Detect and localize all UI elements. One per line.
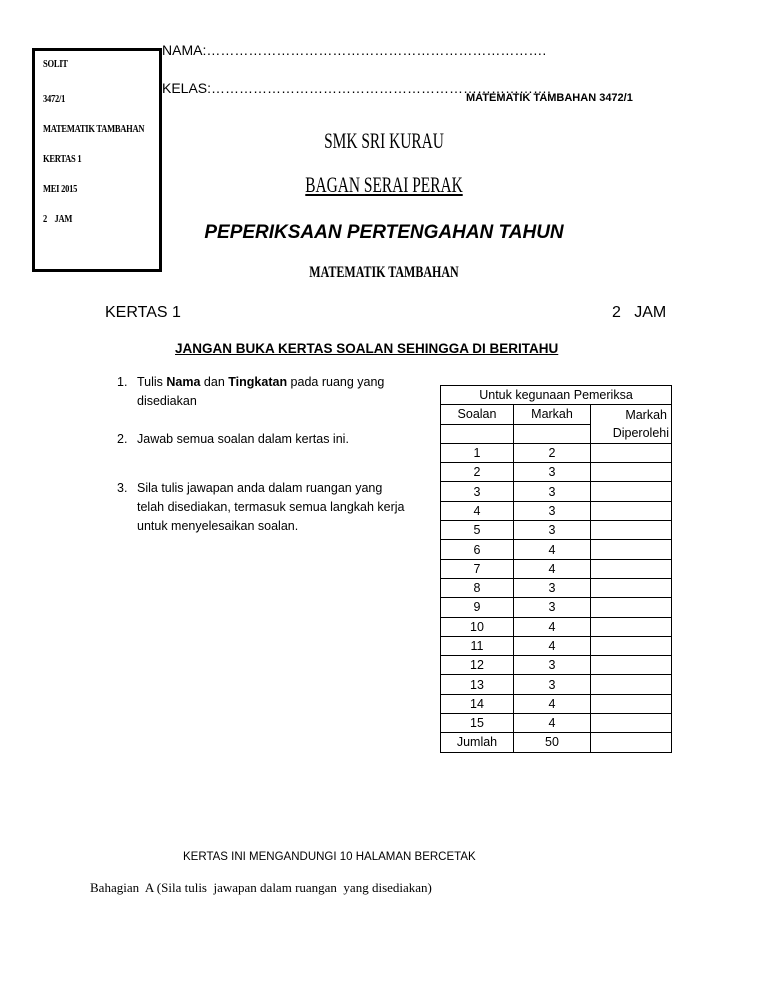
- subject-title: MATEMATIK TAMBAHAN: [309, 264, 459, 281]
- marks-obtained-cell[interactable]: [591, 733, 672, 752]
- duration: 2 JAM: [612, 304, 667, 321]
- table-row: [441, 656, 672, 675]
- question-number: 12: [441, 656, 514, 675]
- subject-code: MATEMATIK TAMBAHAN 3472/1: [466, 92, 633, 104]
- max-marks: 4: [514, 694, 591, 713]
- box-line: 2 JAM: [43, 214, 73, 225]
- t: disediakan: [137, 394, 197, 408]
- marks-obtained-cell[interactable]: [591, 540, 672, 559]
- question-number: 10: [441, 617, 514, 636]
- question-number: Jumlah: [441, 733, 514, 752]
- t: Tulis: [137, 375, 167, 389]
- table-title: Untuk kegunaan Pemeriksa: [441, 386, 672, 405]
- question-number: 3: [441, 482, 514, 501]
- max-marks: 4: [514, 714, 591, 733]
- table-row: [441, 443, 672, 462]
- t: untuk menyelesaikan soalan.: [137, 519, 299, 533]
- warning-text: JANGAN BUKA KERTAS SOALAN SEHINGGA DI BERITAHU: [175, 341, 559, 356]
- table-row: [441, 482, 672, 501]
- max-marks: 3: [514, 521, 591, 540]
- table-row: [441, 733, 672, 752]
- header-markah: Markah: [514, 405, 591, 424]
- marks-obtained-cell[interactable]: [591, 463, 672, 482]
- table-row: [441, 559, 672, 578]
- header-markah-diperolehi: Markah: [591, 405, 672, 424]
- question-number: 4: [441, 501, 514, 520]
- table-row: [441, 540, 672, 559]
- marks-obtained-cell[interactable]: [591, 578, 672, 597]
- t: Jawab semua soalan dalam kertas ini.: [137, 432, 349, 446]
- max-marks: 3: [514, 482, 591, 501]
- marks-obtained-cell[interactable]: [591, 482, 672, 501]
- num: 1.: [117, 375, 128, 389]
- section-heading: Bahagian A (Sila tulis jawapan dalam ruangan yang disediakan): [90, 880, 432, 895]
- max-marks: 3: [514, 501, 591, 520]
- question-number: 2: [441, 463, 514, 482]
- t: dan: [200, 375, 229, 389]
- question-number: 7: [441, 559, 514, 578]
- max-marks: 3: [514, 656, 591, 675]
- t: Sila tulis jawapan anda dalam ruangan yang: [137, 481, 383, 495]
- question-number: 5: [441, 521, 514, 540]
- instruction-3: [117, 479, 405, 533]
- header-soalan: Soalan: [441, 405, 514, 424]
- marks-obtained-cell[interactable]: [591, 501, 672, 520]
- marks-obtained-cell[interactable]: [591, 443, 672, 462]
- marks-table: [440, 385, 672, 753]
- t: Tingkatan: [228, 375, 288, 389]
- max-marks: 3: [514, 598, 591, 617]
- marks-obtained-cell[interactable]: [591, 559, 672, 578]
- table-row: [441, 463, 672, 482]
- num: 2.: [117, 432, 128, 446]
- table-row: [441, 598, 672, 617]
- question-number: 8: [441, 578, 514, 597]
- question-number: 1: [441, 443, 514, 462]
- max-marks: 4: [514, 636, 591, 655]
- school-name: SMK SRI KURAU: [324, 128, 444, 153]
- table-row: [441, 501, 672, 520]
- max-marks: 3: [514, 578, 591, 597]
- max-marks: 2: [514, 443, 591, 462]
- max-marks: 3: [514, 463, 591, 482]
- marks-obtained-cell[interactable]: [591, 598, 672, 617]
- box-line: KERTAS 1: [43, 154, 82, 165]
- marks-obtained-cell[interactable]: [591, 617, 672, 636]
- t: Nama: [166, 375, 201, 389]
- marks-obtained-cell[interactable]: [591, 714, 672, 733]
- question-number: 9: [441, 598, 514, 617]
- pages-note: KERTAS INI MENGANDUNGI 10 HALAMAN BERCETAK: [183, 851, 476, 863]
- instruction-1: [117, 373, 385, 408]
- box-line: SOLIT: [43, 59, 68, 70]
- question-number: 11: [441, 636, 514, 655]
- marks-obtained-cell[interactable]: [591, 694, 672, 713]
- table-row: [441, 617, 672, 636]
- table-row: [441, 675, 672, 694]
- question-number: 15: [441, 714, 514, 733]
- name-field[interactable]: NAMA:……………………………………………………………….: [162, 42, 547, 58]
- exam-title: PEPERIKSAAN PERTENGAHAN TAHUN: [204, 222, 564, 243]
- table-row: [441, 578, 672, 597]
- max-marks: 4: [514, 617, 591, 636]
- max-marks: 3: [514, 675, 591, 694]
- table-row: [441, 521, 672, 540]
- instruction-2: [117, 430, 349, 449]
- max-marks: 50: [514, 733, 591, 752]
- table-row: [441, 636, 672, 655]
- question-number: 6: [441, 540, 514, 559]
- box-line: MATEMATIK TAMBAHAN: [43, 124, 145, 135]
- header-diperolehi: Diperolehi: [591, 424, 672, 443]
- t: pada ruang yang: [287, 375, 385, 389]
- num: 3.: [117, 481, 128, 495]
- marks-obtained-cell[interactable]: [591, 636, 672, 655]
- question-number: 14: [441, 694, 514, 713]
- box-line: MEI 2015: [43, 184, 78, 195]
- question-number: 13: [441, 675, 514, 694]
- box-line: 3472/1: [43, 94, 66, 105]
- max-marks: 4: [514, 559, 591, 578]
- paper-number: KERTAS 1: [105, 304, 181, 321]
- max-marks: 4: [514, 540, 591, 559]
- t: telah disediakan, termasuk semua langkah kerja: [137, 500, 405, 514]
- class-field[interactable]: KELAS:……………………………………………………………….: [162, 80, 551, 96]
- school-location: BAGAN SERAI PERAK: [305, 172, 463, 197]
- marks-obtained-cell[interactable]: [591, 656, 672, 675]
- marks-obtained-cell[interactable]: [591, 521, 672, 540]
- table-row: [441, 714, 672, 733]
- marks-obtained-cell[interactable]: [591, 675, 672, 694]
- table-row: [441, 694, 672, 713]
